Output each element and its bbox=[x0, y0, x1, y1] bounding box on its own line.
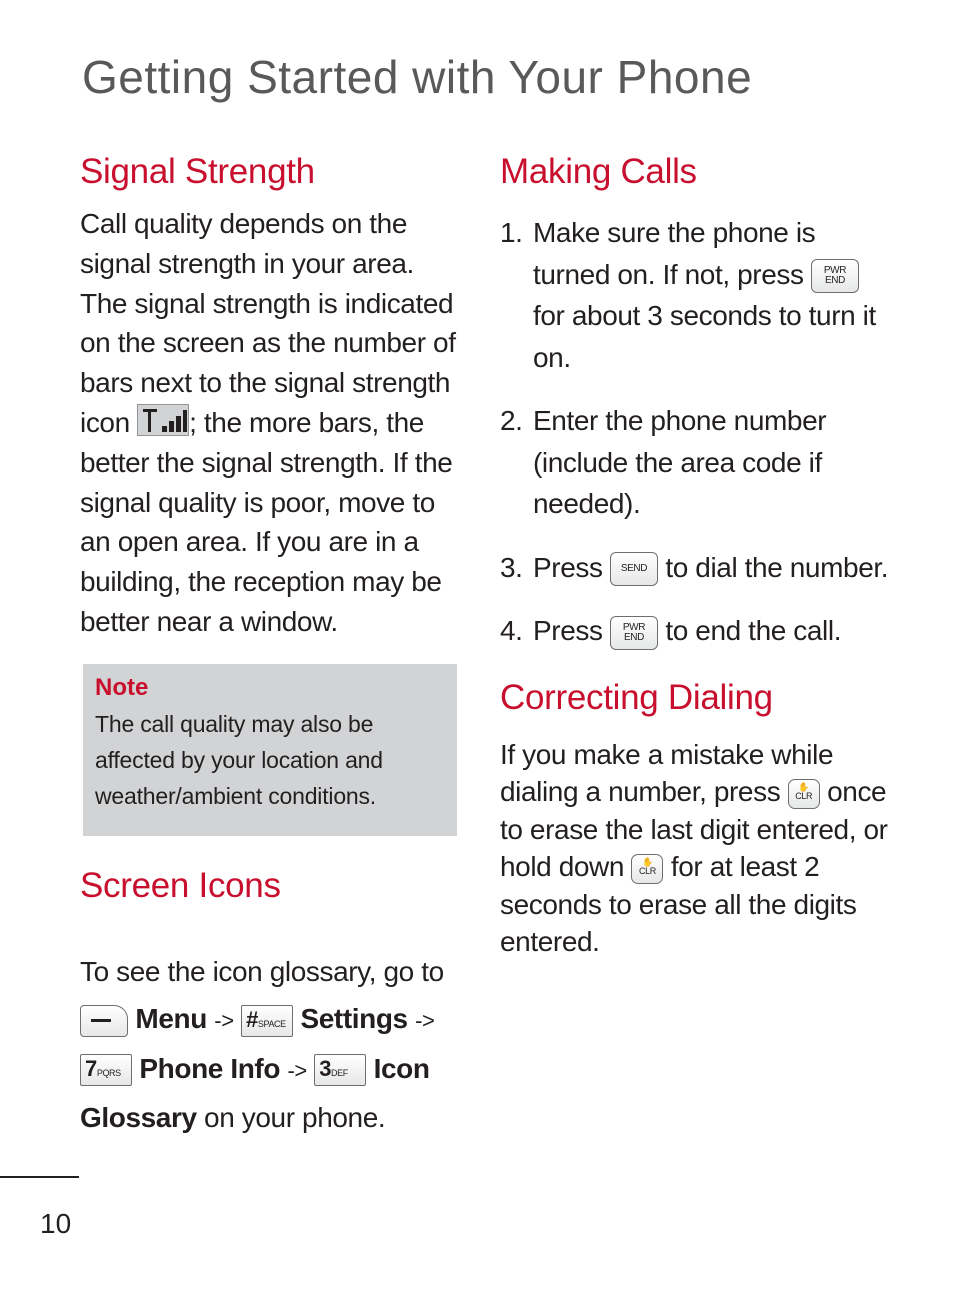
page-title: Getting Started with Your Phone bbox=[82, 51, 753, 103]
arrow: -> bbox=[415, 1008, 435, 1034]
pwr-label: PWR bbox=[823, 265, 847, 277]
menu-label: Menu bbox=[135, 1003, 207, 1035]
left-column bbox=[80, 148, 466, 1170]
def-key-label: DEF bbox=[331, 1068, 348, 1079]
signal-strength-icon bbox=[137, 404, 189, 436]
right-column bbox=[500, 148, 890, 961]
step-number: 2. bbox=[500, 405, 523, 436]
clr-label: CLR bbox=[795, 790, 813, 801]
pwr-end-key-icon bbox=[610, 616, 658, 650]
list-item bbox=[500, 547, 890, 589]
note-text: The call quality may also be affected by your location and weather/ambient conditions. bbox=[95, 710, 383, 809]
making-calls-steps bbox=[500, 212, 890, 652]
screen-icons-outro: on your phone. bbox=[204, 1102, 386, 1134]
space-key-label: SPACE bbox=[257, 1018, 286, 1029]
clr-key-icon: ✋ CLR bbox=[631, 854, 663, 884]
send-key-icon: SEND bbox=[610, 552, 658, 586]
step-text: Make sure the phone is turned on. If not, press bbox=[533, 217, 816, 290]
step-text: Enter the phone number (include the area code if needed). bbox=[533, 405, 827, 519]
signal-strength-paragraph bbox=[80, 204, 466, 642]
signal-text-part1: Call quality depends on the signal strength in your area. The signal strength is indicated on the screen as the number of bars next to the signal strength icon bbox=[80, 208, 456, 438]
screen-icons-intro: To see the icon glossary, go to bbox=[80, 955, 444, 987]
step-number: 1. bbox=[500, 217, 523, 248]
three-key-label: 3 bbox=[319, 1056, 332, 1082]
arrow: -> bbox=[214, 1008, 234, 1034]
screen-icons-paragraph bbox=[80, 948, 466, 1142]
making-calls-heading: Making Calls bbox=[500, 152, 697, 191]
clr-key-icon: ✋ CLR bbox=[788, 779, 820, 809]
correct-text-part3: for at least 2 seconds to erase all the digits entered. bbox=[500, 851, 857, 957]
pwr-label: PWR bbox=[622, 621, 646, 633]
step-text: Press bbox=[533, 615, 603, 646]
correct-text-part2: once to erase the last digit entered, or hold down bbox=[500, 776, 888, 882]
step-text: to dial the number. bbox=[665, 551, 889, 583]
seven-key-label: 7 bbox=[85, 1056, 97, 1082]
step-text: for about 3 seconds to turn it on. bbox=[533, 300, 876, 373]
three-key-icon bbox=[314, 1054, 366, 1086]
correct-text-part1: If you make a mistake while dialing a number, press bbox=[500, 738, 834, 807]
signal-strength-heading: Signal Strength bbox=[80, 152, 315, 191]
page-number: 10 bbox=[40, 1208, 72, 1239]
signal-text-part2: ; the more bars, the better the signal strength. If the signal quality is poor, move to an open area. If you are in a building, the reception may be better near a window. bbox=[80, 406, 453, 637]
hash-key-label: # bbox=[246, 1006, 258, 1032]
list-item bbox=[500, 212, 890, 378]
seven-key-icon bbox=[80, 1054, 132, 1086]
pwr-end-key-icon bbox=[811, 259, 859, 293]
note-title: Note bbox=[95, 673, 149, 701]
clr-label: CLR bbox=[639, 865, 656, 876]
list-item bbox=[500, 610, 890, 652]
step-number: 3. bbox=[500, 551, 523, 583]
pqrs-key-label: PQRS bbox=[96, 1068, 121, 1079]
end-label: END bbox=[624, 631, 644, 643]
footer-divider bbox=[0, 1176, 79, 1178]
phone-info-label: Phone Info bbox=[139, 1052, 281, 1084]
screen-icons-heading: Screen Icons bbox=[80, 865, 281, 905]
list-item bbox=[500, 400, 890, 525]
correcting-dialing-heading: Correcting Dialing bbox=[500, 677, 773, 717]
correcting-dialing-paragraph bbox=[500, 736, 890, 961]
left-soft-key-icon bbox=[80, 1005, 128, 1037]
hash-key-icon bbox=[241, 1005, 293, 1037]
arrow: -> bbox=[287, 1057, 307, 1083]
step-text: to end the call. bbox=[665, 615, 842, 646]
icon-glossary-label: Icon Glossary bbox=[80, 1052, 430, 1134]
settings-label: Settings bbox=[300, 1003, 408, 1035]
end-label: END bbox=[825, 275, 845, 287]
step-number: 4. bbox=[500, 615, 523, 646]
note-box bbox=[83, 664, 457, 836]
step-text: Press bbox=[533, 551, 603, 583]
